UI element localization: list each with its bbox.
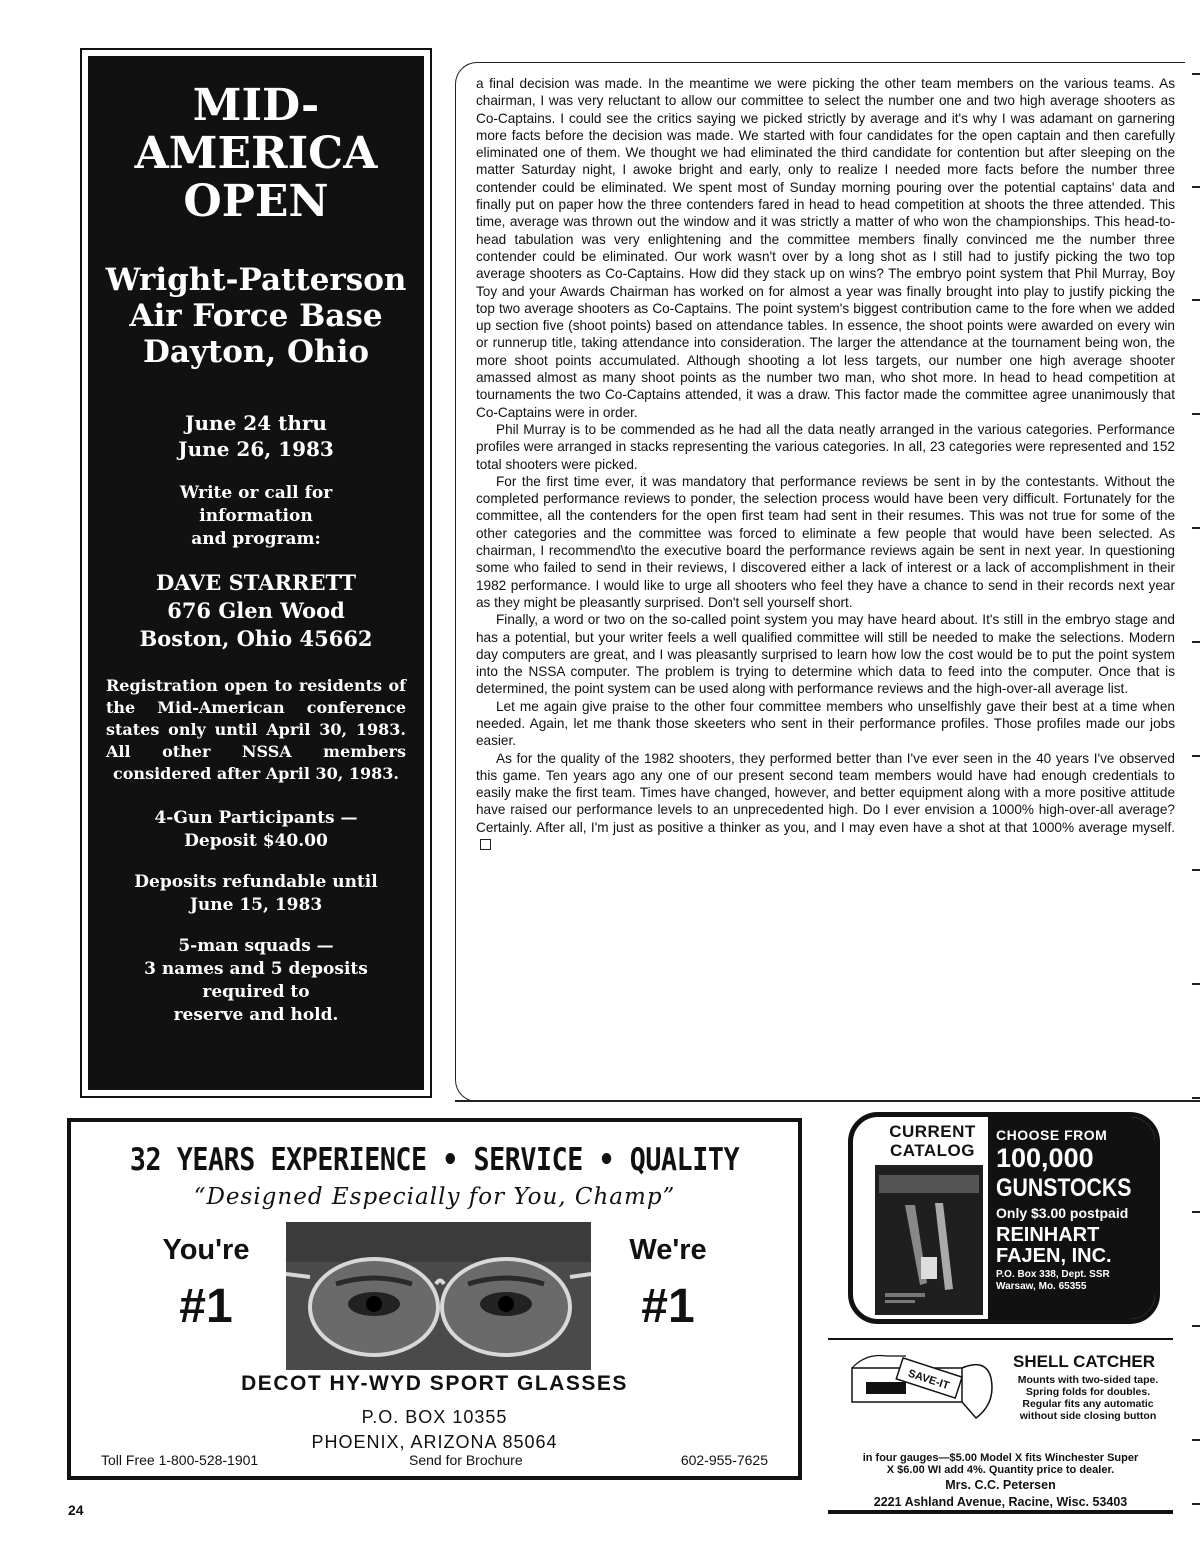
company-line: FAJEN, INC.: [996, 1245, 1112, 1267]
shell-catcher-address: 2221 Ashland Avenue, Racine, Wisc. 53403: [873, 1495, 1128, 1509]
article-column: [455, 62, 1185, 1102]
open-ad-write: [88, 482, 424, 551]
fajen-address-line: Warsaw, Mo. 65355: [996, 1281, 1087, 1292]
venue-line: Wright-Patterson: [105, 262, 407, 298]
fajen-address: [996, 1269, 1155, 1293]
venue-line: Dayton, Ohio: [142, 334, 370, 370]
shell-catcher-price-line1: in four gauges—$5.00 Model X fits Winchester Super: [862, 1452, 1139, 1464]
gunstocks-text: GUNSTOCKS: [996, 1174, 1132, 1202]
margin-tick: [1192, 527, 1200, 529]
open-ad-dates: [88, 410, 424, 462]
squads-line: reserve and hold.: [173, 1005, 339, 1025]
margin-tick: [1192, 1439, 1200, 1441]
write-line: and program:: [191, 529, 321, 549]
margin-tick: [1192, 186, 1200, 188]
margin-tick: [1192, 1325, 1200, 1327]
shell-catcher-ad: [828, 1338, 1173, 1518]
margin-tick: [1192, 73, 1200, 75]
dates-line: June 24 thru: [185, 411, 327, 435]
open-ad-title: [88, 82, 424, 226]
youre-label: You're: [162, 1234, 250, 1266]
open-ad-squads: [88, 935, 424, 1027]
catalog-cover-art: [875, 1165, 983, 1315]
article-paragraph: Let me again give praise to the other four committee members who unselfishly gave their best at a time when needed. Again, let me thank those skeeters who sent in their performance profiles. Those profiles made our jobs easier.: [476, 698, 1175, 749]
stock-count-text: 100,000: [996, 1143, 1094, 1173]
squads-line: 5-man squads —: [178, 936, 334, 956]
margin-tick: [1192, 413, 1200, 415]
catalog-cover-image: [875, 1165, 983, 1315]
were-number: #1: [641, 1280, 695, 1333]
current-catalog-label: [875, 1122, 990, 1160]
decot-headline: 32 YEARS EXPERIENCE • SERVICE • QUALITY: [129, 1142, 740, 1178]
article-paragraph: As for the quality of the 1982 shooters, they performed better than I've ever seen in the 40 years I've observed this game. Ten years ago any one of our present second team members would have had enough credentials to easily make the first team. Times have changed, however, and better equipment along with a more positive attitude have raised our performance levels to an unprecedented high. Do I ever envision a 1000% high-over-all average? Certainly. After all, I'm just as positive a thinker as you, and I may even have a shot at that 1000% average myself.: [476, 750, 1175, 835]
price-text: Only $3.00 postpaid: [996, 1205, 1129, 1221]
four-gun-line: Deposit $40.00: [184, 831, 328, 851]
article-last-paragraph: [476, 750, 1175, 854]
title-line: AMERICA: [134, 128, 378, 179]
decot-youre-block: [141, 1234, 271, 1334]
current-text: CURRENT: [889, 1122, 976, 1141]
mid-america-open-ad: [80, 48, 432, 1098]
article-paragraph: For the first time ever, it was mandatory that performance reviews be sent in by the contestants. Without the completed performance reviews to ponder, the selection process would have been very difficult. Fortunately for the committee, all the contenders for the open first team had sent in their resumes. This was not true for some of the other categories and the committee was forced to eliminate a few people that would have been selected. As chairman, I recommend\to the executive board the performance reviews again be sent in next year. In questioning some who failed to send in their reviews, I discovered either a lack of interest or a lack of accomplishment in their 1982 performance. I would like to urge all shooters who feel they have a chance to send in their records next year as they might be pleasantly surprised. Don't sell yourself short.: [476, 473, 1175, 610]
article-paragraph: Finally, a word or two on the so-called point system you may have heard about. It's still in the embryo stage and has a potential, but your writer feels a well qualified committee will still be needed to make the selections. Modern day computers are great, and I was pleasantly surprised to learn how low the cost would be to put the point system into the NSSA computer. The problem is trying to determine which data to feed into the computer. Once that is determined, the point system can be used along with performance reviews and the high-over-all average list.: [476, 612, 1175, 697]
article-paragraph: Phil Murray is to be commended as he had all the data neatly arranged in the various categories. Performance profiles were arranged in stacks representing the various categories. In all, 23 categories were represented and 152 total shooters were picked.: [476, 421, 1175, 472]
margin-tick: [1192, 1097, 1200, 1099]
glasses-photo-image: [286, 1222, 591, 1370]
fajen-offer-panel: [988, 1117, 1155, 1319]
decot-address-line1: P.O. BOX 10355: [361, 1407, 508, 1427]
company-name: [996, 1225, 1155, 1267]
write-line: Write or call for: [179, 483, 333, 503]
open-ad-contact: [88, 569, 424, 653]
write-line: information: [199, 506, 313, 526]
open-ad-deposits: [88, 871, 424, 917]
open-ad-panel: [88, 56, 424, 1090]
margin-tick: [1192, 869, 1200, 871]
title-line: MID-: [192, 80, 320, 131]
catalog-text: CATALOG: [889, 1141, 976, 1160]
title-line: OPEN: [183, 176, 329, 227]
company-line: REINHART: [996, 1224, 1100, 1246]
decot-toll-free: Toll Free 1-800-528-1901: [101, 1452, 259, 1468]
shell-catcher-title: SHELL CATCHER: [1013, 1352, 1155, 1371]
margin-tick: [1192, 641, 1200, 643]
decot-were-block: [603, 1234, 733, 1334]
choose-from-text: CHOOSE FROM: [996, 1127, 1108, 1143]
decot-brand: DECOT HY-WYD SPORT GLASSES: [241, 1372, 628, 1395]
margin-tick: [1192, 299, 1200, 301]
decot-phone: 602-955-7625: [680, 1452, 768, 1468]
were-label: We're: [629, 1234, 707, 1266]
shell-catcher-description: Mounts with two-sided tape. Spring folds for doubles. Regular fits any automatic without side closing button: [1017, 1374, 1159, 1422]
deposits-line: Deposits refundable until: [134, 872, 378, 892]
margin-tick: [1192, 755, 1200, 757]
fajen-gunstocks-ad: [848, 1112, 1160, 1324]
save-it-label: SAVE-IT: [906, 1367, 951, 1393]
contact-line: Boston, Ohio 45662: [139, 626, 373, 651]
dates-line: June 26, 1983: [178, 437, 334, 461]
open-ad-four-gun: [88, 807, 424, 853]
margin-tick: [1192, 1503, 1200, 1505]
open-ad-registration: Registration open to residents of the Mid-American conference states only until April 30, 1983. All other NSSA members considered after April 30, 1983.: [106, 676, 406, 783]
margin-tick: [1192, 1211, 1200, 1213]
shell-catcher-seller: Mrs. C.C. Petersen: [945, 1478, 1056, 1492]
youre-number: #1: [179, 1280, 233, 1333]
squads-line: required to: [202, 982, 310, 1002]
open-ad-venue: [88, 262, 424, 370]
page-number: 24: [68, 1502, 84, 1518]
fajen-address-line: P.O. Box 338, Dept. SSR: [996, 1269, 1110, 1280]
decot-brochure: Send for Brochure: [409, 1452, 523, 1468]
decot-tagline: “Designed Especially for You, Champ”: [193, 1184, 676, 1210]
shell-ad-top-rule: [828, 1338, 1173, 1340]
shell-ad-bottom-rule: [828, 1510, 1173, 1514]
end-mark-icon: [480, 839, 491, 850]
shell-catcher-drawing: [846, 1348, 1001, 1428]
venue-line: Air Force Base: [129, 298, 383, 334]
four-gun-line: 4-Gun Participants —: [154, 808, 358, 828]
glasses-photo: [286, 1222, 591, 1370]
shell-catcher-price-line2: X $6.00 WI add 4%. Quantity price to dealer.: [886, 1464, 1115, 1476]
article-bottom-rule: [455, 1100, 1200, 1102]
squads-line: 3 names and 5 deposits: [144, 959, 368, 979]
decot-glasses-ad: [67, 1118, 802, 1480]
contact-line: 676 Glen Wood: [167, 598, 345, 623]
contact-line: DAVE STARRETT: [156, 570, 356, 595]
deposits-line: June 15, 1983: [189, 895, 323, 915]
decot-address-line2: PHOENIX, ARIZONA 85064: [311, 1432, 558, 1452]
article-paragraph: a final decision was made. In the meantime we were picking the other team members on the various teams. As chairman, I was very reluctant to allow our committee to select the number one and two high average shooters as Co-Captains. I could see the critics saying we picked strictly by average and it's why I was adamant on garnering more facts before the decision was made. We started with four candidates for the open captain and then carefully eliminated one of them. We thought we had eliminated the third candidate for contention but after sleeping on the matter Saturday night, I awoke bright and early, only to realize I needed more facts before the number three contender could be eliminated. We spent most of Sunday morning pouring over the potential captains' data and finally put on paper how the three contenders fared in head to head competition at shoots the three attended. This time, average was thrown out the window and it was strictly a matter of who won the championships. This head-to-head tabulation was very enlightening and the committee members finally convinced me the number three contender could be eliminated. Our work wasn't over by a long shot as I still had to justify picking the two top average shooters as Co-Captains. How did they stack up on wins? The embryo point system that Phil Murray, Boy Toy and your Awards Chairman has worked on for almost a year was finally brought into play to justify picking the top two average shooters as Co-Captains. The point system's biggest contribution came to the fore when we added up section five (shoot points) based on attendance tables. In essence, the shoot points were awarded on every win or runnerup title, taking attendance into consideration. The larger the attendance at the tournament being won, the more shoot points accumulated. Although shooting a lot less targets, our number one high average shooter amassed almost as many shoot points as the number two man, who shot more. In head to head competition at tournaments the two Co-Captains attended, it was a draw. This factor made the committee agree unanimously that Co-Captains were in order.: [476, 76, 1175, 420]
margin-tick: [1192, 983, 1200, 985]
